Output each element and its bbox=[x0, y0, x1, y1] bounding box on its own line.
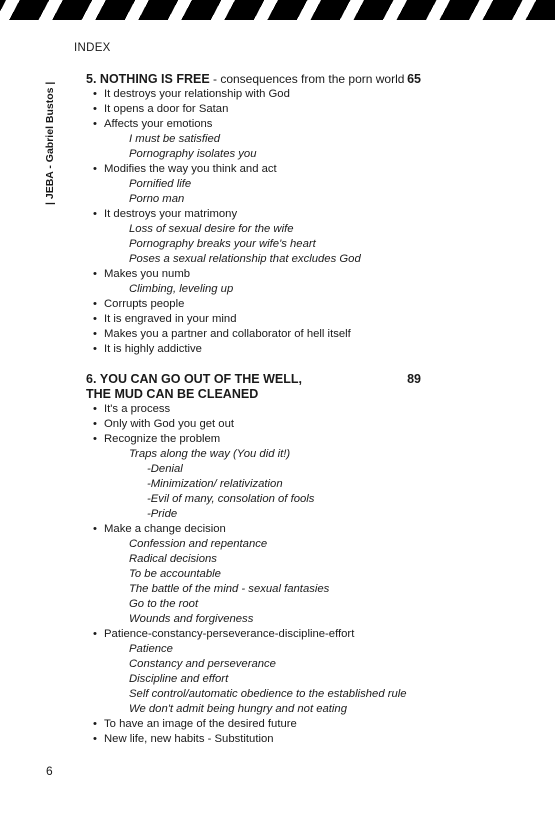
toc-subitem: To be accountable bbox=[129, 568, 221, 580]
toc-subitem: The battle of the mind - sexual fantasies bbox=[129, 583, 330, 595]
toc-subitem: -Pride bbox=[147, 508, 178, 520]
toc-subitem: Go to the root bbox=[129, 598, 199, 610]
toc-section-6 bbox=[86, 372, 421, 747]
toc-subitem: Pornography breaks your wife's heart bbox=[129, 238, 316, 250]
toc-item: • Patience-constancy-perseverance-discipline-effort bbox=[86, 627, 421, 642]
section-subtitle: - consequences from the porn world bbox=[209, 72, 405, 86]
section-number: 5. bbox=[86, 72, 97, 86]
toc-subitem: Pornified life bbox=[129, 178, 192, 190]
section-title: YOU CAN GO OUT OF THE WELL, bbox=[99, 372, 302, 386]
toc-section-6-header[interactable] bbox=[86, 372, 421, 402]
toc-item: • Affects your emotions bbox=[86, 117, 421, 132]
page-header-label: INDEX bbox=[74, 42, 111, 54]
toc-item: • Makes you numb bbox=[86, 267, 421, 282]
toc-subitem: Traps along the way (You did it!) bbox=[129, 448, 291, 460]
toc-subitem: I must be satisfied bbox=[129, 133, 221, 145]
toc-item: • Corrupts people bbox=[86, 297, 421, 312]
toc-section-5-items bbox=[86, 87, 421, 357]
section-page-ref: 65 bbox=[407, 72, 421, 86]
toc-item: • It destroys your matrimony bbox=[86, 207, 421, 222]
toc-subitem: We don't admit being hungry and not eating bbox=[129, 703, 347, 715]
toc-item: • Recognize the problem bbox=[86, 432, 421, 447]
toc-subitem: Radical decisions bbox=[129, 553, 217, 565]
toc-subitem: Loss of sexual desire for the wife bbox=[129, 223, 294, 235]
toc-item: • Only with God you get out bbox=[86, 417, 421, 432]
toc-subitem: Self control/automatic obedience to the established rule bbox=[129, 688, 407, 700]
side-author-label: | JEBA - Gabriel Bustos | bbox=[44, 81, 56, 205]
section-title: NOTHING IS FREE bbox=[99, 72, 210, 86]
toc-section-5-header[interactable] bbox=[86, 72, 421, 87]
toc-subitem: -Minimization/ relativization bbox=[147, 478, 283, 490]
toc-item: • To have an image of the desired future bbox=[86, 717, 421, 732]
section-page-ref: 89 bbox=[407, 372, 421, 386]
decorative-stripe-bar bbox=[0, 0, 555, 20]
toc-subitem: Climbing, leveling up bbox=[129, 283, 234, 295]
toc-section-5 bbox=[86, 72, 421, 357]
toc-section-6-items bbox=[86, 402, 421, 747]
toc-subitem: -Evil of many, consolation of fools bbox=[147, 493, 315, 505]
toc-item: • It opens a door for Satan bbox=[86, 102, 421, 117]
toc-subitem: Pornography isolates you bbox=[129, 148, 257, 160]
toc-item: • It is engraved in your mind bbox=[86, 312, 421, 327]
toc-item: • Make a change decision bbox=[86, 522, 421, 537]
toc-subitem: -Denial bbox=[147, 463, 183, 475]
toc-subitem: Confession and repentance bbox=[129, 538, 268, 550]
toc-item: • It's a process bbox=[86, 402, 421, 417]
section-number: 6. bbox=[86, 372, 97, 386]
page-number: 6 bbox=[46, 764, 53, 778]
toc-subitem: Porno man bbox=[129, 193, 185, 205]
toc-item: • It is highly addictive bbox=[86, 342, 421, 357]
toc-subitem: Discipline and effort bbox=[129, 673, 229, 685]
section-title-line2: THE MUD CAN BE CLEANED bbox=[86, 387, 259, 401]
toc-item: • New life, new habits - Substitution bbox=[86, 732, 421, 747]
toc-subitem: Constancy and perseverance bbox=[129, 658, 276, 670]
toc-item: • It destroys your relationship with God bbox=[86, 87, 421, 102]
toc-item: • Makes you a partner and collaborator of hell itself bbox=[86, 327, 421, 342]
toc-subitem: Patience bbox=[129, 643, 173, 655]
toc-subitem: Wounds and forgiveness bbox=[129, 613, 254, 625]
toc-item: • Modifies the way you think and act bbox=[86, 162, 421, 177]
toc-subitem: Poses a sexual relationship that excludes God bbox=[129, 253, 361, 265]
